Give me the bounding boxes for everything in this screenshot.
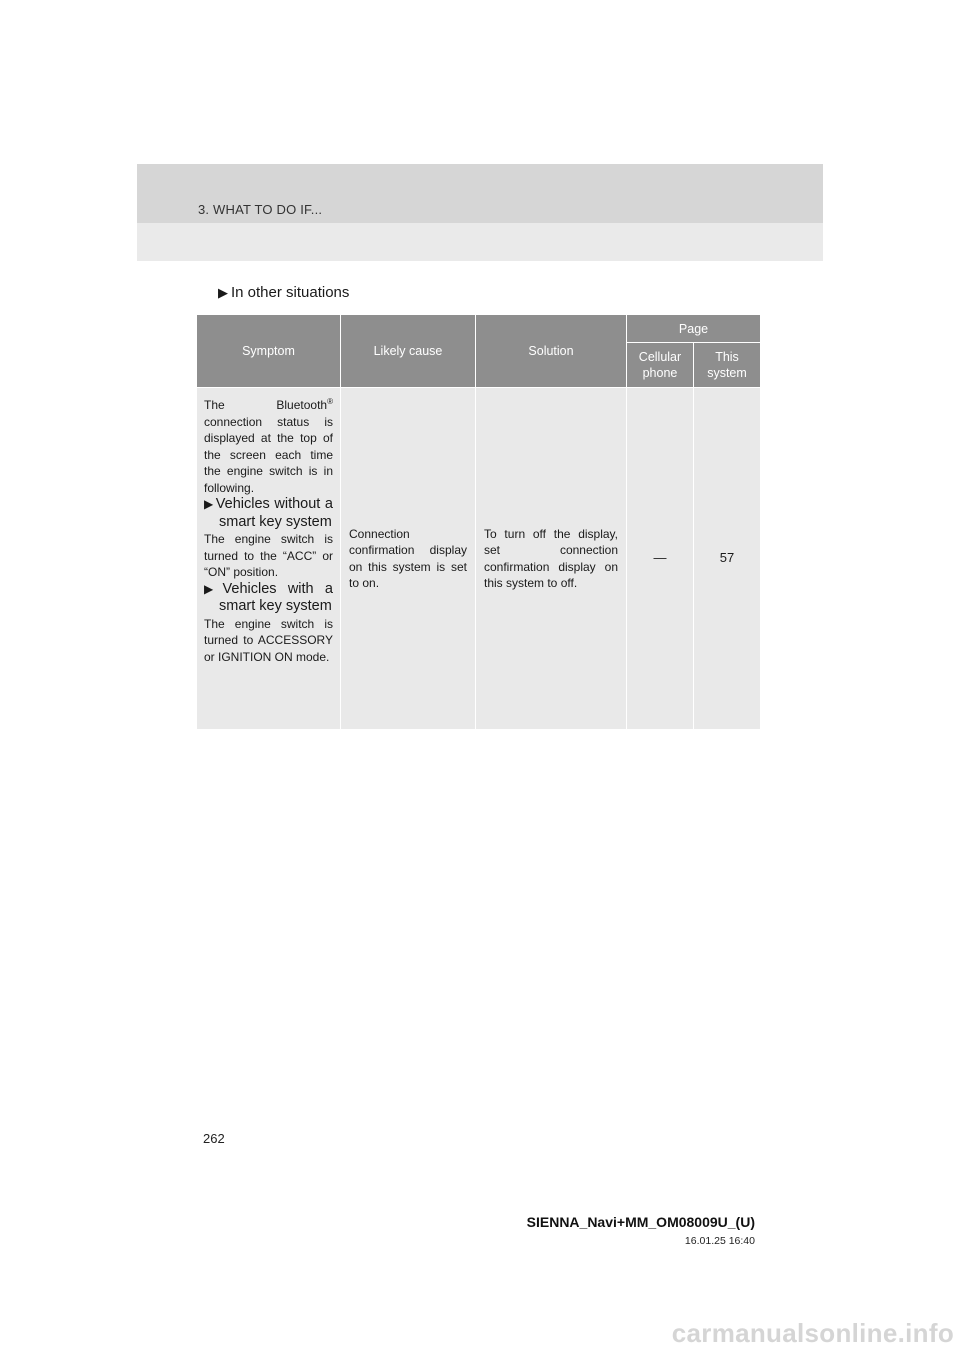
header-top-bar — [137, 164, 823, 223]
page-cellular-value: — — [653, 550, 667, 566]
header-cellular-phone: Cellular phone — [627, 343, 694, 388]
likely-cause-cell: Connection confirmation display on this system is set to on. — [341, 388, 476, 730]
symptom-cell — [197, 388, 341, 730]
section-title: 3. WHAT TO DO IF... — [198, 202, 323, 217]
watermark: carmanualsonline.info — [671, 1318, 954, 1348]
header-likely-cause: Likely cause — [341, 315, 476, 388]
page-system-value: 57 — [719, 550, 735, 566]
header-this-system: This system — [694, 343, 761, 388]
header-page: Page — [627, 315, 761, 343]
sub-label-without-smart-key: ▶ Vehicles without a smart key system — [204, 496, 333, 530]
document-code: SIENNA_Navi+MM_OM08009U_(U) — [526, 1214, 755, 1230]
header-band — [137, 164, 823, 261]
troubleshooting-table — [196, 314, 761, 730]
triangle-arrow-icon: ▶ — [204, 581, 221, 596]
symptom-intro: The Bluetooth® connection status is displayed at the top of the screen each time the engine switch is in following. — [204, 397, 333, 495]
sub-text-with-smart-key: The engine switch is turned to ACCESSORY or IGNITION ON mode. — [204, 616, 333, 664]
subheading-text: In other situations — [231, 284, 350, 301]
triangle-arrow-icon: ▶ — [218, 285, 228, 300]
registered-mark: ® — [327, 397, 333, 406]
page-number: 262 — [203, 1131, 225, 1146]
page-system-cell — [694, 388, 761, 730]
triangle-arrow-icon: ▶ — [204, 497, 214, 511]
page-cellular-cell — [627, 388, 694, 730]
document-date: 16.01.25 16:40 — [684, 1235, 755, 1247]
table-row — [197, 388, 761, 730]
subheading — [218, 284, 349, 301]
header-symptom: Symptom — [197, 315, 341, 388]
solution-cell: To turn off the display, set connection confirmation display on this system to off. — [476, 388, 627, 730]
header-solution: Solution — [476, 315, 627, 388]
sub-text-without-smart-key: The engine switch is turned to the “ACC” or “ON” position. — [204, 532, 333, 579]
sub-label-with-smart-key: ▶ Vehicles with a smart key system — [204, 580, 333, 614]
